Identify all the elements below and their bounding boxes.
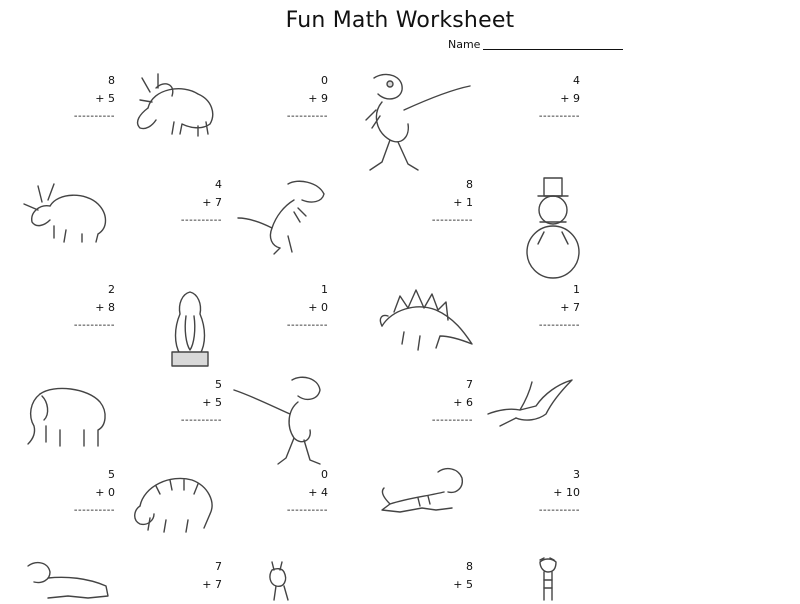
problem-top-number: 0 (321, 74, 328, 87)
answer-line: ---------- (73, 505, 115, 516)
problem-top-number: 2 (108, 283, 115, 296)
ankylosaurus-icon (126, 466, 218, 538)
problem-addend: + 1 (453, 196, 473, 209)
problem-addend: + 5 (202, 396, 222, 409)
problem-top-number: 7 (215, 560, 222, 573)
worksheet-title: Fun Math Worksheet (285, 8, 515, 33)
problem-top-number: 8 (466, 560, 473, 573)
problem-addend: + 0 (308, 301, 328, 314)
answer-line: ---------- (538, 111, 580, 122)
raptor-icon (232, 374, 332, 468)
math-problem (268, 466, 328, 520)
problem-addend: + 7 (560, 301, 580, 314)
problem-addend: + 6 (453, 396, 473, 409)
giraffe-icon (528, 556, 568, 600)
math-problem (413, 176, 473, 230)
problem-top-number: 8 (466, 178, 473, 191)
problem-addend: + 5 (453, 578, 473, 591)
answer-line: ---------- (73, 111, 115, 122)
math-problem (268, 72, 328, 126)
math-problem (268, 281, 328, 335)
answer-line: ---------- (431, 415, 473, 426)
answer-line: ---------- (286, 111, 328, 122)
problem-addend: + 4 (308, 486, 328, 499)
math-problem (520, 466, 580, 520)
answer-line: ---------- (73, 320, 115, 331)
problem-addend: + 7 (202, 578, 222, 591)
problem-top-number: 5 (108, 468, 115, 481)
answer-line: ---------- (286, 320, 328, 331)
name-line (483, 49, 623, 50)
triceratops-icon (128, 70, 220, 140)
problem-top-number: 5 (215, 378, 222, 391)
problem-top-number: 8 (108, 74, 115, 87)
problem-top-number: 4 (573, 74, 580, 87)
problem-top-number: 1 (321, 283, 328, 296)
tiger-icon (378, 462, 478, 518)
answer-line: ---------- (286, 505, 328, 516)
answer-line: ---------- (180, 215, 222, 226)
problem-addend: + 7 (202, 196, 222, 209)
kangaroo-icon (262, 558, 296, 600)
elephant-icon (18, 378, 112, 452)
stegosaurus-icon (376, 280, 476, 356)
math-problem (520, 281, 580, 335)
answer-line: ---------- (538, 320, 580, 331)
problem-addend: + 0 (95, 486, 115, 499)
problem-top-number: 0 (321, 468, 328, 481)
math-problem (55, 281, 115, 335)
pterodactyl-icon (486, 376, 576, 432)
problem-top-number: 1 (573, 283, 580, 296)
t-rex-icon (236, 176, 328, 256)
raptor-icon (346, 70, 474, 176)
problem-addend: + 9 (560, 92, 580, 105)
problem-addend: + 9 (308, 92, 328, 105)
answer-line: ---------- (538, 505, 580, 516)
math-problem (162, 558, 222, 594)
problem-top-number: 3 (573, 468, 580, 481)
snowman-icon (522, 174, 584, 284)
math-problem (520, 72, 580, 126)
answer-line: ---------- (180, 415, 222, 426)
problem-addend: + 8 (95, 301, 115, 314)
problem-top-number: 7 (466, 378, 473, 391)
math-problem (413, 558, 473, 594)
name-label: Name (448, 38, 481, 51)
problem-addend: + 5 (95, 92, 115, 105)
answer-line: ---------- (431, 215, 473, 226)
math-problem (55, 466, 115, 520)
math-problem (162, 376, 222, 430)
triceratops-icon (20, 176, 112, 246)
penguin-icon (164, 286, 216, 372)
tiger-icon (18, 556, 114, 600)
problem-addend: + 10 (553, 486, 580, 499)
math-problem (162, 176, 222, 230)
math-problem (55, 72, 115, 126)
problem-top-number: 4 (215, 178, 222, 191)
math-problem (413, 376, 473, 430)
